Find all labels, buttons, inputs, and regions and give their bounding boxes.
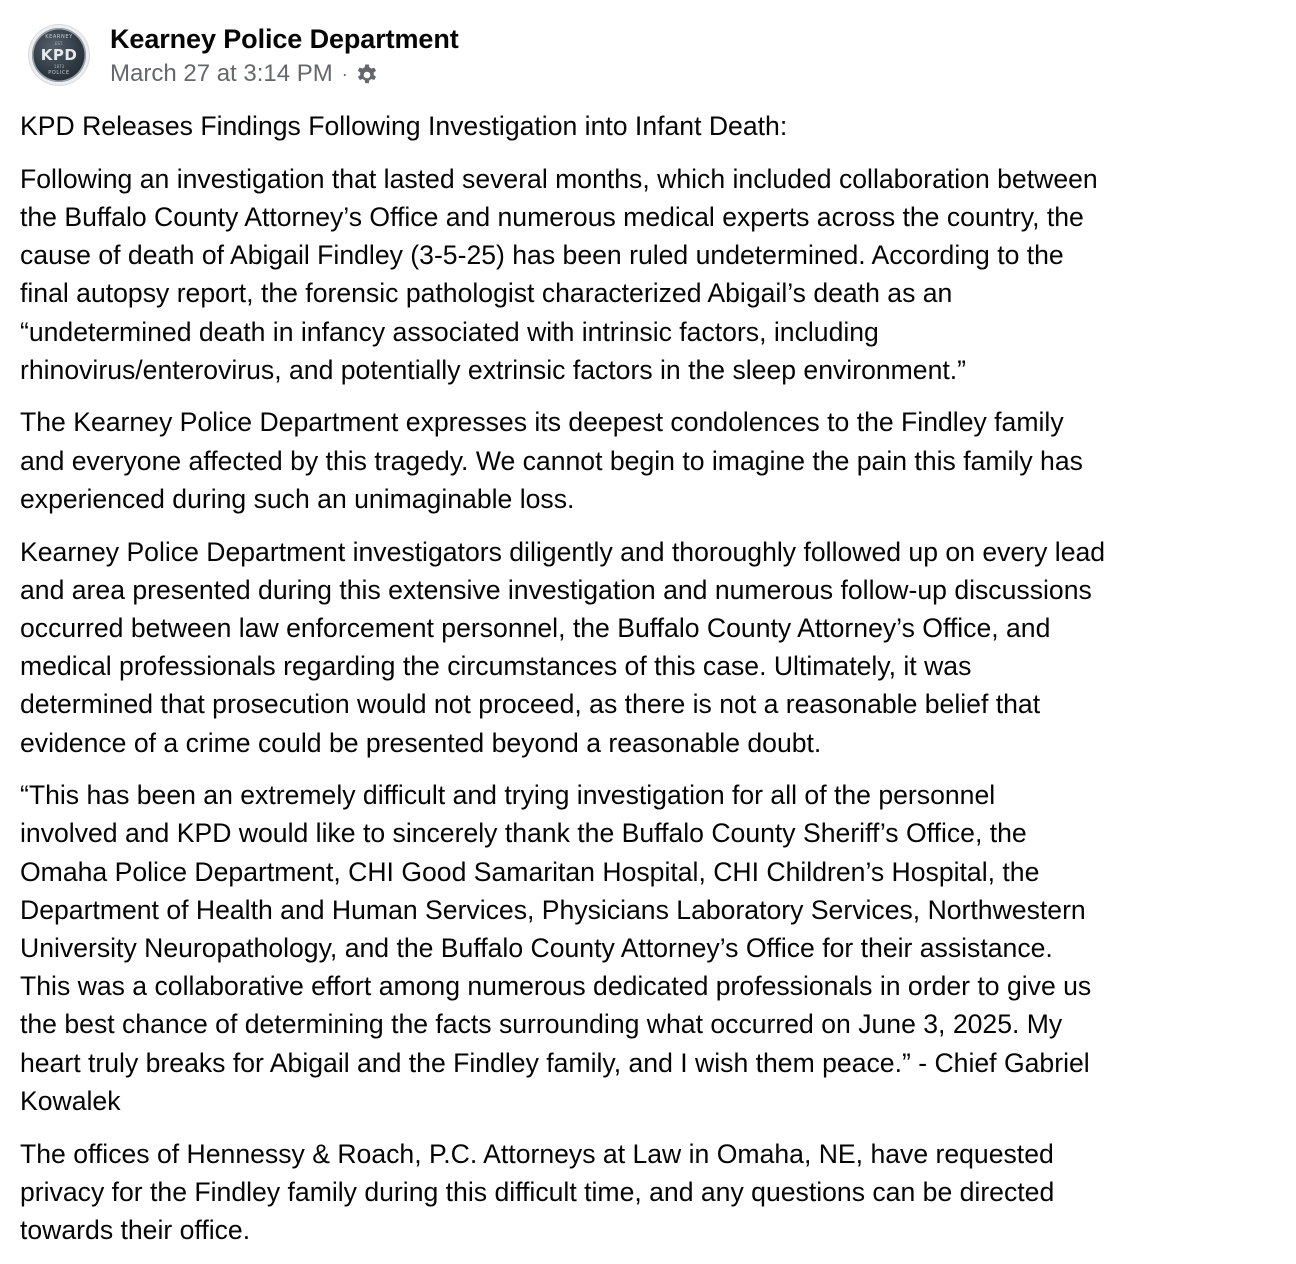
- header-text: [110, 22, 459, 89]
- text-line: evidence of a crime could be presented beyond a reasonable doubt.: [20, 727, 822, 758]
- text-line: towards their office.: [20, 1214, 251, 1245]
- text-line: involved and KPD would like to sincerely thank the Buffalo County Sheriff’s Office, the: [20, 818, 1027, 849]
- paragraph-findings: [20, 160, 1290, 389]
- meta-separator: ·: [341, 64, 348, 84]
- text-line: Omaha Police Department, CHI Good Samaritan Hospital, CHI Children’s Hospital, the: [20, 856, 1040, 887]
- avatar-bottom-text: POLICE: [48, 70, 70, 76]
- text-line: rhinovirus/enterovirus, and potentially extrinsic factors in the sleep environment.”: [20, 354, 967, 385]
- paragraph-condolences: [20, 403, 1290, 518]
- text-line: occurred between law enforcement personnel, the Buffalo County Attorney’s Office, and: [20, 612, 1051, 643]
- avatar-est-text: EST.: [54, 41, 64, 46]
- text-line: privacy for the Findley family during this difficult time, and any questions can be directed: [20, 1176, 1055, 1207]
- text-line: and everyone affected by this tragedy. We cannot begin to imagine the pain this family has: [20, 445, 1083, 476]
- text-line: “This has been an extremely difficult and trying investigation for all of the personnel: [20, 780, 996, 811]
- avatar-top-text: KEARNEY: [45, 34, 73, 40]
- text-line: The Kearney Police Department expresses its deepest condolences to the Findley family: [20, 407, 1064, 438]
- text-line: Department of Health and Human Services, Physicians Laboratory Services, Northwestern: [20, 894, 1086, 925]
- author-name-link[interactable]: Kearney Police Department: [110, 24, 459, 54]
- text-line: cause of death of Abigail Findley (3-5-25) has been ruled undetermined. According to the: [20, 240, 1064, 271]
- text-line: KPD Releases Findings Following Investigation into Infant Death:: [20, 111, 788, 141]
- text-line: the Buffalo County Attorney’s Office and numerous medical experts across the country, the: [20, 201, 1084, 232]
- text-line: final autopsy report, the forensic pathologist characterized Abigail’s death as an: [20, 278, 953, 309]
- police-badge-logo: [32, 28, 86, 82]
- post-meta: [110, 59, 459, 89]
- post-header: [28, 24, 459, 88]
- text-line: “undetermined death in infancy associated with intrinsic factors, including: [20, 316, 879, 347]
- avatar[interactable]: [28, 24, 90, 86]
- text-line: This was a collaborative effort among numerous dedicated professionals in order to give us: [20, 971, 1092, 1002]
- text-line: medical professionals regarding the circumstances of this case. Ultimately, it was: [20, 651, 972, 682]
- gear-icon[interactable]: [355, 63, 379, 87]
- paragraph-privacy-request: [20, 1135, 1290, 1250]
- avatar-abbr: KPD: [40, 45, 78, 64]
- text-line: Kowalek: [20, 1085, 121, 1116]
- text-line: and area presented during this extensive investigation and numerous follow-up discussions: [20, 574, 1092, 605]
- post-timestamp-link[interactable]: March 27 at 3:14 PM: [110, 60, 333, 87]
- text-line: Following an investigation that lasted several months, which included collaboration between: [20, 163, 1098, 194]
- post-message: [20, 107, 1290, 1264]
- paragraph-investigation: [20, 533, 1290, 762]
- avatar-year-text: 1873: [53, 64, 65, 69]
- text-line: the best chance of determining the facts surrounding what occurred on June 3, 2025. My: [20, 1009, 1063, 1040]
- post-headline: [20, 107, 1290, 145]
- text-line: determined that prosecution would not proceed, as there is not a reasonable belief that: [20, 689, 1041, 720]
- text-line: heart truly breaks for Abigail and the Findley family, and I wish them peace.” - Chief Gabriel: [20, 1047, 1090, 1078]
- text-line: University Neuropathology, and the Buffalo County Attorney’s Office for their assistance.: [20, 933, 1053, 964]
- text-line: Kearney Police Department investigators diligently and thoroughly followed up on every lead: [20, 536, 1106, 567]
- text-line: The offices of Hennessy & Roach, P.C. Attorneys at Law in Omaha, NE, have requested: [20, 1138, 1054, 1169]
- paragraph-chief-quote: [20, 776, 1290, 1120]
- text-line: experienced during such an unimaginable loss.: [20, 483, 575, 514]
